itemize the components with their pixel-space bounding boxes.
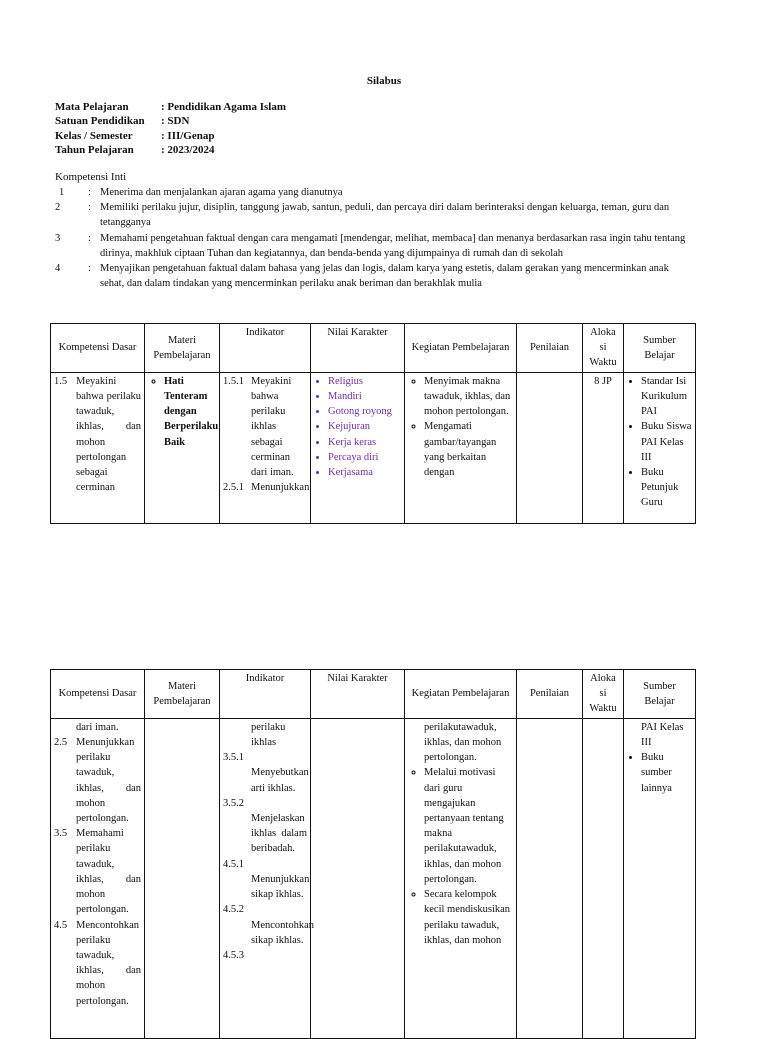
ki-num: 4 [55, 263, 61, 275]
kompetensi-inti-list [55, 185, 695, 292]
ind-num: 3.5.2 [223, 797, 244, 809]
ind-item [223, 796, 307, 857]
kegiatan-item: ◦ Melalui motivasi dari guru mengajukan pertanyaan tentang makna perilakutawaduk, ikhlas, dan mohon pertolongan. [424, 765, 513, 887]
cell-kd [51, 718, 145, 1038]
kd-text: Meyakini bahwa perilaku tawaduk, ikhlas, dan mohon pertolongan sebagai cerminan [76, 375, 141, 494]
header-kd: Kompetensi Dasar [51, 670, 145, 719]
ki-colon: : [88, 202, 91, 214]
syllabus-table-2 [50, 669, 696, 1039]
header-penilaian: Penilaian [517, 670, 583, 719]
cell-kegiatan [405, 718, 517, 1038]
kompetensi-inti-heading: Kompetensi Inti [55, 171, 127, 183]
ki-item [55, 231, 695, 261]
header-kegiatan: Kegiatan Pembelajaran [405, 324, 517, 373]
table-row [51, 718, 696, 1038]
ki-colon: : [88, 263, 91, 275]
kegiatan-item: ◦ Secara kelompok kecil mendiskusikan perilaku tawaduk, ikhlas, dan mohon [424, 887, 513, 948]
cell-nilai [311, 718, 405, 1038]
sumber-list [627, 750, 692, 796]
sumber-item: • Buku sumber lainnya [641, 750, 692, 796]
kegiatan-list [408, 765, 513, 948]
nilai-item: • Gotong royong [328, 404, 401, 419]
ind-item [223, 480, 310, 495]
ind-num: 2.5.1 [223, 482, 244, 494]
kd-text: Memahami perilaku tawaduk, ikhlas, dan mohon pertolongan. [76, 828, 141, 916]
header-alokasi: Aloka si Waktu [583, 324, 624, 373]
kd-num: 2.5 [54, 736, 68, 748]
meta-value: : 2023/2024 [161, 143, 215, 156]
ind-text: Meyakini bahwa perilaku ikhlas sebagai cerminan dari iman. [251, 375, 294, 478]
nilai-list [314, 374, 401, 481]
ind-text: Menjelaskan ikhlas dalam beribadah. [251, 812, 307, 855]
cell-materi [145, 372, 220, 523]
meta-label: Tahun Pelajaran [55, 143, 134, 156]
ind-text: Mencontohkan sikap ikhlas. [251, 919, 314, 946]
meta-label: Kelas / Semester [55, 129, 133, 142]
ki-text: Menerima dan menjalankan ajaran agama yang dianutnya [100, 187, 343, 198]
cell-penilaian [517, 718, 583, 1038]
nilai-item: • Kerja keras [328, 435, 401, 450]
sumber-item: • Buku Petunjuk Guru [641, 465, 692, 511]
header-alokasi: Aloka si Waktu [583, 670, 624, 719]
nilai-item: • Kejujuran [328, 419, 401, 434]
ind-item [223, 948, 307, 963]
cell-sumber [624, 372, 696, 523]
ki-item [55, 200, 695, 230]
ki-num: 2 [55, 202, 61, 214]
cell-indikator [220, 718, 314, 1038]
cell-sumber [624, 718, 696, 1038]
header-materi: Materi Pembelajaran [145, 324, 220, 373]
ind-item [223, 902, 314, 948]
cell-penilaian [517, 372, 583, 523]
meta-value: : III/Genap [161, 129, 215, 142]
header-sumber: Sumber Belajar [624, 670, 696, 719]
kd-text: Mencontohkan perilaku tawaduk, ikhlas, dan mohon pertolongan. [76, 919, 141, 1007]
ind-item [223, 857, 310, 903]
sumber-list [627, 374, 692, 511]
ki-item [55, 185, 695, 200]
meta-row [55, 100, 286, 114]
kegiatan-item: ◦ Mengamati gambar/tayangan yang berkaitan dengan [424, 419, 513, 480]
ind-text: Menunjukkan [251, 482, 310, 494]
header-kd: Kompetensi Dasar [51, 324, 145, 373]
header-indikator: Indikator [220, 670, 311, 719]
kd-num: 4.5 [54, 919, 68, 931]
sumber-item: • Buku Siswa PAI Kelas III [641, 419, 692, 465]
ki-colon: : [88, 232, 91, 244]
cell-kegiatan [405, 372, 517, 523]
meta-label: Mata Pelajaran [55, 101, 129, 113]
nilai-item: • Percaya diri [328, 450, 401, 465]
kegiatan-item: ◦ Menyimak makna tawaduk, ikhlas, dan mohon pertolongan. [424, 374, 513, 420]
materi-list [148, 374, 219, 450]
cell-nilai [311, 372, 405, 523]
kd-continuation: dari iman. [76, 721, 119, 733]
ind-continuation: perilaku ikhlas [251, 721, 286, 748]
meta-block [55, 100, 286, 157]
kd-num: 3.5 [54, 828, 68, 840]
nilai-item: • Religius [328, 374, 401, 389]
ki-num: 3 [55, 232, 61, 244]
kd-item [54, 918, 141, 1009]
ind-text: Menunjukkan sikap ikhlas. [251, 873, 310, 901]
ki-num: 1 [59, 187, 65, 198]
cell-alokasi: 8 JP [583, 372, 624, 523]
cell-kd [51, 372, 145, 523]
cell-indikator [220, 372, 311, 523]
ind-item [223, 750, 307, 796]
ki-text: Memiliki perilaku jujur, disiplin, tanggung jawab, santun, peduli, dan percaya diri dalam berinteraksi dengan keluarga, teman, guru dan tetangganya [100, 202, 670, 229]
header-indikator: Indikator [220, 324, 311, 373]
meta-value: : Pendidikan Agama Islam [161, 101, 286, 113]
kegiatan-continuation: perilakutawaduk, ikhlas, dan mohon pertolongan. [424, 721, 502, 764]
materi-item: ◦ Hati Tenteram dengan Berperilaku Baik [164, 374, 216, 450]
header-nilai: Nilai Karakter [311, 670, 405, 719]
ind-num: 4.5.1 [223, 858, 244, 870]
ind-item [223, 374, 307, 481]
header-nilai: Nilai Karakter [311, 324, 405, 373]
header-kegiatan: Kegiatan Pembelajaran [405, 670, 517, 719]
cell-alokasi [583, 718, 624, 1038]
ki-text: Memahami pengetahuan faktual dengan cara mengamati [mendengar, melihat, membaca] dan menanya berdasarkan rasa ingin tahu tentang dirinya, makhluk ciptaan Tuhan dan kegiatannya, dan benda-benda yang dijumpainya di rumah dan di sekolah [100, 232, 686, 259]
cell-materi [145, 718, 220, 1038]
kd-item [54, 735, 141, 826]
meta-value: : SDN [161, 115, 190, 128]
kegiatan-list [408, 374, 513, 481]
nilai-item: • Mandiri [328, 389, 401, 404]
syllabus-table-1 [50, 323, 696, 524]
header-penilaian: Penilaian [517, 324, 583, 373]
kd-item [54, 826, 141, 917]
table-header-row [51, 670, 696, 719]
ind-num: 3.5.1 [223, 752, 244, 764]
document-title: Silabus [366, 75, 402, 87]
table-header-row [51, 324, 696, 373]
sumber-item: • Standar Isi Kurikulum PAI [641, 374, 692, 420]
ind-num: 1.5.1 [223, 375, 244, 387]
header-materi: Materi Pembelajaran [145, 670, 220, 719]
meta-label: Satuan Pendidikan [55, 115, 145, 128]
ind-num: 4.5.2 [223, 904, 244, 916]
nilai-item: • Kerjasama [328, 465, 401, 480]
ind-num: 4.5.3 [223, 949, 244, 961]
ki-item [55, 261, 695, 291]
meta-row [55, 114, 286, 128]
ki-text: Menyajikan pengetahuan faktual dalam bahasa yang jelas dan logis, dalam karya yang estetis, dalam gerakan yang mencerminkan anak sehat, dan dalam tindakan yang mencerminkan perilaku anak beriman dan berakhlak mulia [100, 263, 669, 290]
ind-text: Menyebutkan arti ikhlas. [251, 767, 309, 794]
kd-num: 1.5 [54, 375, 68, 387]
sumber-continuation: PAI Kelas III [641, 721, 684, 748]
kd-text: Menunjukkan perilaku tawaduk, ikhlas, dan mohon pertolongan. [76, 736, 141, 824]
ki-colon: : [88, 187, 91, 198]
meta-row [55, 143, 286, 157]
table-row [51, 372, 696, 523]
kd-item [54, 374, 141, 496]
header-sumber: Sumber Belajar [624, 324, 696, 373]
meta-row [55, 129, 286, 143]
